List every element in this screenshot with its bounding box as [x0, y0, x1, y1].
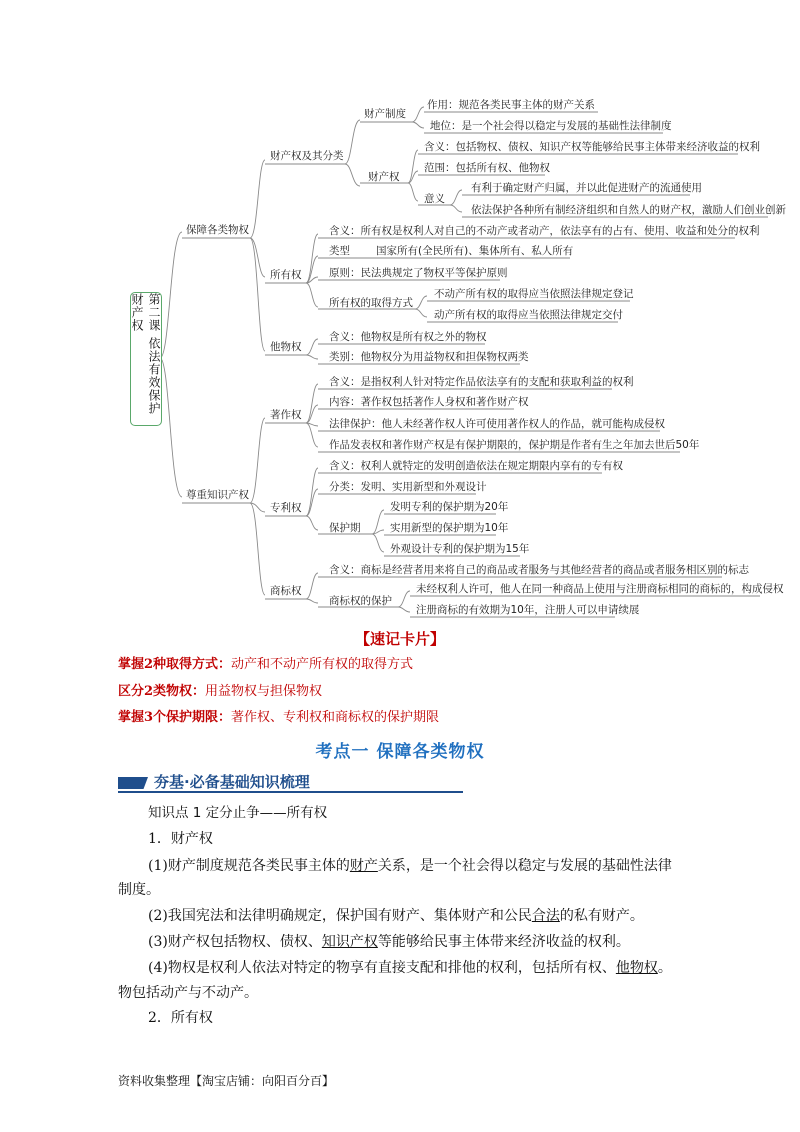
- paragraph: [148, 856, 672, 876]
- paragraph-continuation: 制度。: [118, 882, 160, 898]
- mindmap-l3-node: 财产权: [368, 171, 400, 183]
- paragraph: [148, 906, 644, 926]
- mindmap-leaf: 含义：是指权利人针对特定作品依法享有的支配和获取利益的权利: [329, 376, 634, 388]
- text-run: 。: [657, 960, 672, 976]
- mindmap-leaf: 作品发表权和著作财产权是有保护期限的，保护期是作者有生之年加去世后50年: [329, 439, 700, 451]
- mindmap-root: 第二课 依法有效保护财产权: [130, 292, 162, 426]
- mindmap-leaf: 依法保护各种所有制经济组织和自然人的财产权，激励人们创业创新: [471, 204, 786, 216]
- paragraph-continuation: 物包括动产与不动产。: [118, 985, 258, 1001]
- card-line-label: 掌握2种取得方式：: [118, 657, 232, 672]
- mindmap-leaf: 类别：他物权分为用益物权和担保物权两类: [329, 351, 529, 363]
- mindmap-leaf: 含义：所有权是权利人对自己的不动产或者动产，依法享有的占有、使用、收益和处分的权利: [329, 225, 760, 237]
- mindmap-leaf: 动产所有权的取得应当依照法律规定交付: [434, 309, 623, 321]
- mindmap-l2-node: 著作权: [270, 409, 302, 421]
- banner-title: 夯基·必备基础知识梳理: [154, 773, 310, 791]
- mindmap-l2-node: 商标权: [270, 585, 302, 597]
- text-run: 等能够给民事主体带来经济收益的权利。: [377, 934, 630, 950]
- mindmap-leaf: 含义：他物权是所有权之外的物权: [329, 331, 487, 343]
- subheading: 1．财产权: [148, 831, 213, 847]
- mindmap-l2-node: 专利权: [270, 502, 302, 514]
- section-heading: 考点一 保障各类物权: [315, 742, 485, 762]
- banner-bar-icon: [118, 777, 148, 789]
- underlined-answer: 他物权: [615, 960, 658, 976]
- banner-underline: [118, 791, 463, 793]
- section-banner: [118, 771, 463, 793]
- mindmap-leaf: 注册商标的有效期为10年，注册人可以申请续展: [416, 604, 640, 616]
- mindmap-leaf: 含义：商标是经营者用来将自己的商品或者服务与其他经营者的商品或者服务相区别的标志: [329, 564, 749, 576]
- knowledge-point-title: 知识点 1 定分止争——所有权: [148, 805, 328, 821]
- mindmap-l1-node: 尊重知识产权: [186, 489, 249, 501]
- page-footer: 资料收集整理【淘宝店铺：向阳百分百】: [118, 1074, 335, 1088]
- mindmap-leaf: 实用新型的保护期为10年: [390, 522, 509, 534]
- mindmap-leaf: 未经权利人许可，他人在同一种商品上使用与注册商标相同的商标的，构成侵权: [416, 583, 784, 595]
- mindmap-leaf: 不动产所有权的取得应当依照法律规定登记: [434, 288, 634, 300]
- mindmap-leaf: 含义：权利人就特定的发明创造依法在规定期限内享有的专有权: [329, 460, 623, 472]
- mindmap-leaf: 发明专利的保护期为20年: [390, 501, 509, 513]
- text-run: 的私有财产。: [559, 908, 644, 924]
- mindmap-leaf: 作用：规范各类民事主体的财产关系: [427, 99, 595, 111]
- card-line-label: 区分2类物权：: [118, 684, 206, 699]
- card-line-label: 掌握3个保护期限：: [118, 710, 232, 725]
- paragraph: [148, 932, 630, 952]
- mindmap-l2-node: 所有权: [270, 269, 302, 281]
- speed-card-line: [118, 709, 439, 727]
- text-run: (1)财产制度规范各类民事主体的: [148, 858, 350, 874]
- mindmap-leaf: 有利于确定财产归属，并以此促进财产的流通使用: [471, 182, 702, 194]
- text-run: (3)财产权包括物权、债权、: [148, 934, 322, 950]
- underlined-answer: 合法: [531, 908, 560, 924]
- mindmap-l3-node: 所有权的取得方式: [329, 297, 413, 309]
- mindmap-l3-node: 商标权的保护: [329, 595, 392, 607]
- card-line-text: 用益物权与担保物权: [205, 684, 323, 699]
- mindmap-l2-node: 他物权: [270, 341, 302, 353]
- mindmap-leaf: 原则：民法典规定了物权平等保护原则: [329, 267, 508, 279]
- mindmap-l3-node: 保护期: [329, 522, 361, 534]
- speed-card-title: 【速记卡片】: [354, 630, 445, 648]
- mindmap-l3-node: 财产制度: [364, 108, 406, 120]
- card-line-text: 著作权、专利权和商标权的保护期限: [231, 710, 440, 725]
- mindmap-leaf: 范围：包括所有权、他物权: [424, 162, 550, 174]
- mindmap-leaf: 国家所有(全民所有)、集体所有、私人所有: [376, 245, 574, 257]
- text-run: (2)我国宪法和法律明确规定，保护国有财产、集体财产和公民: [148, 908, 532, 924]
- underlined-answer: 知识产权: [321, 934, 378, 950]
- mindmap-leaf: 外观设计专利的保护期为15年: [390, 543, 530, 555]
- paragraph: [148, 958, 672, 978]
- mindmap-leaf: 法律保护：他人未经著作权人许可使用著作权人的作品，就可能构成侵权: [329, 418, 665, 430]
- underlined-answer: 财产: [349, 858, 378, 874]
- text-run: (4)物权是权利人依法对特定的物享有直接支配和排他的权利，包括所有权、: [148, 960, 616, 976]
- text-run: 关系，是一个社会得以稳定与发展的基础性法律: [377, 858, 672, 874]
- mindmap-leaf: 地位：是一个社会得以稳定与发展的基础性法律制度: [430, 120, 672, 132]
- mindmap-l1-node: 保障各类物权: [186, 224, 249, 236]
- mindmap-leaf: 内容：著作权包括著作人身权和著作财产权: [329, 396, 529, 408]
- speed-card-line: [118, 683, 322, 701]
- mindmap-l3-node: 类型: [329, 245, 350, 257]
- mindmap-leaf: 分类：发明、实用新型和外观设计: [329, 481, 487, 493]
- mindmap-l3-node: 意义: [424, 193, 445, 205]
- mindmap-l2-node: 财产权及其分类: [270, 150, 344, 162]
- subheading: 2．所有权: [148, 1010, 213, 1026]
- card-line-text: 动产和不动产所有权的取得方式: [231, 657, 414, 672]
- mindmap-leaf: 含义：包括物权、债权、知识产权等能够给民事主体带来经济收益的权利: [424, 141, 760, 153]
- speed-card-line: [118, 656, 413, 674]
